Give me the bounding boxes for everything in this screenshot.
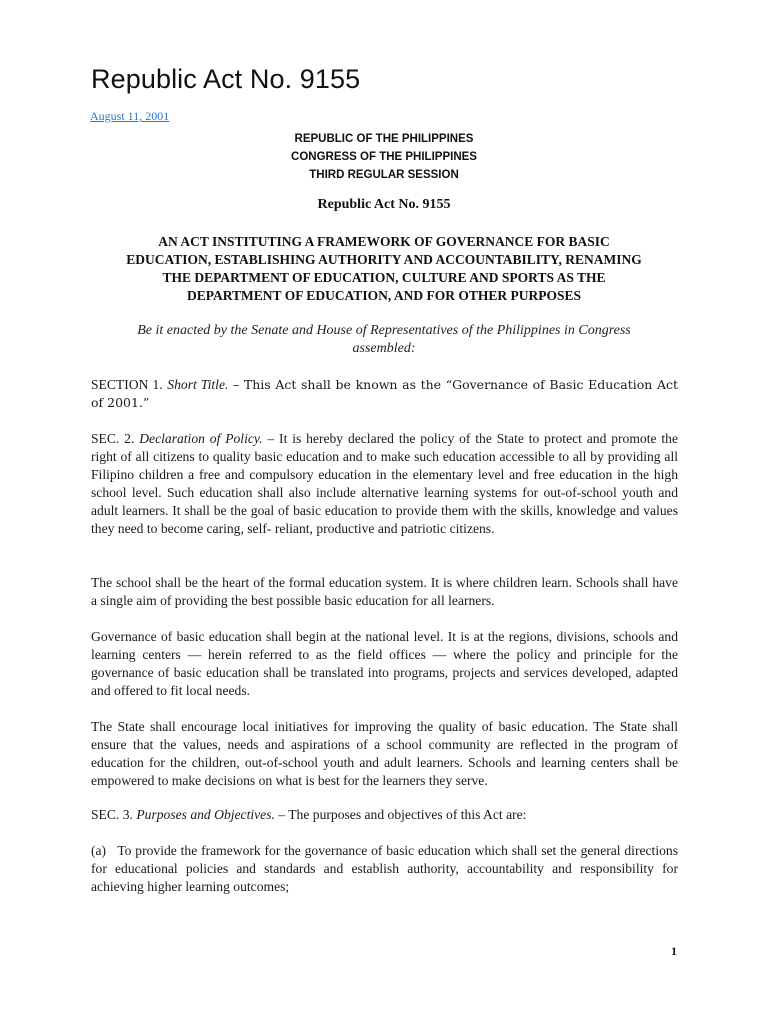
paragraph-school: The school shall be the heart of the formal education system. It is where children learn. Schools shall have a single aim of providing the best possible basic education for all learners.	[91, 575, 678, 608]
section-1	[91, 376, 678, 412]
header-line-session: THIRD REGULAR SESSION	[309, 169, 459, 181]
list-item-a: (a) To provide the framework for the governance of basic education which shall set the general directions for educational policies and standards and establish authority, accountability and responsibility for achieving higher learning outcomes;	[91, 843, 682, 894]
document-title: Republic Act No. 9155	[91, 64, 361, 94]
section-3-heading: Purposes and Objectives.	[136, 807, 275, 822]
section-2-heading: Declaration of Policy.	[139, 431, 263, 446]
header-line-republic: REPUBLIC OF THE PHILIPPINES	[294, 133, 474, 145]
paragraph-state-initiatives: The State shall encourage local initiatives for improving the quality of basic education. The State shall ensure that the values, needs and aspirations of a school community are reflected in the program of education for the children, out-of-school youth and adult learners. Schools and learning centers shall be empowered to make decisions on what is best for the learners they serve.	[91, 719, 678, 788]
section-1-number: SECTION 1.	[91, 377, 163, 392]
section-3-text: – The purposes and objectives of this Act are:	[274, 807, 527, 822]
section-3-number: SEC. 3.	[91, 807, 133, 822]
section-2	[91, 430, 678, 538]
section-2-number: SEC. 2.	[91, 431, 135, 446]
section-1-heading: Short Title.	[167, 377, 229, 392]
act-number-heading: Republic Act No. 9155	[317, 197, 451, 212]
paragraph-governance: Governance of basic education shall begin at the national level. It is at the regions, divisions, schools and learning centers — herein referred to as the field offices — where the policy and principle for the governance of basic education shall be translated into programs, projects and services developed, adapted and offered to fit local needs.	[91, 629, 678, 698]
page-number: 1	[671, 944, 677, 958]
header-line-congress: CONGRESS OF THE PHILIPPINES	[291, 151, 477, 163]
enacting-clause: Be it enacted by the Senate and House of Representatives of the Philippines in Congress assembled:	[137, 323, 631, 356]
issuing-body-header	[91, 130, 677, 184]
section-3	[91, 806, 678, 824]
act-long-title: AN ACT INSTITUTING A FRAMEWORK OF GOVERNANCE FOR BASIC EDUCATION, ESTABLISHING AUTHORITY AND ACCOUNTABILITY, RENAMING THE DEPARTMENT OF EDUCATION, CULTURE AND SPORTS AS THE DEPARTMENT OF EDUCATION, AND FOR OTHER PURPOSES	[126, 234, 642, 303]
date-link[interactable]: August 11, 2001	[90, 109, 170, 123]
section-1-text: – This Act shall be known as the “Governance of Basic Education Act of 2001.”	[91, 377, 678, 410]
section-2-text: – It is hereby declared the policy of the State to protect and promote the right of all citizens to quality basic education and to make such education accessible to all by providing all Filipino children a free and compulsory education in the elementary level and free education in the high school level. Such education shall also include alternative learning systems for out-of-school youth and adult learners. It shall be the goal of basic education to provide them with the skills, knowledge and values they need to become caring, self- reliant, productive and patriotic citizens.	[91, 431, 678, 536]
